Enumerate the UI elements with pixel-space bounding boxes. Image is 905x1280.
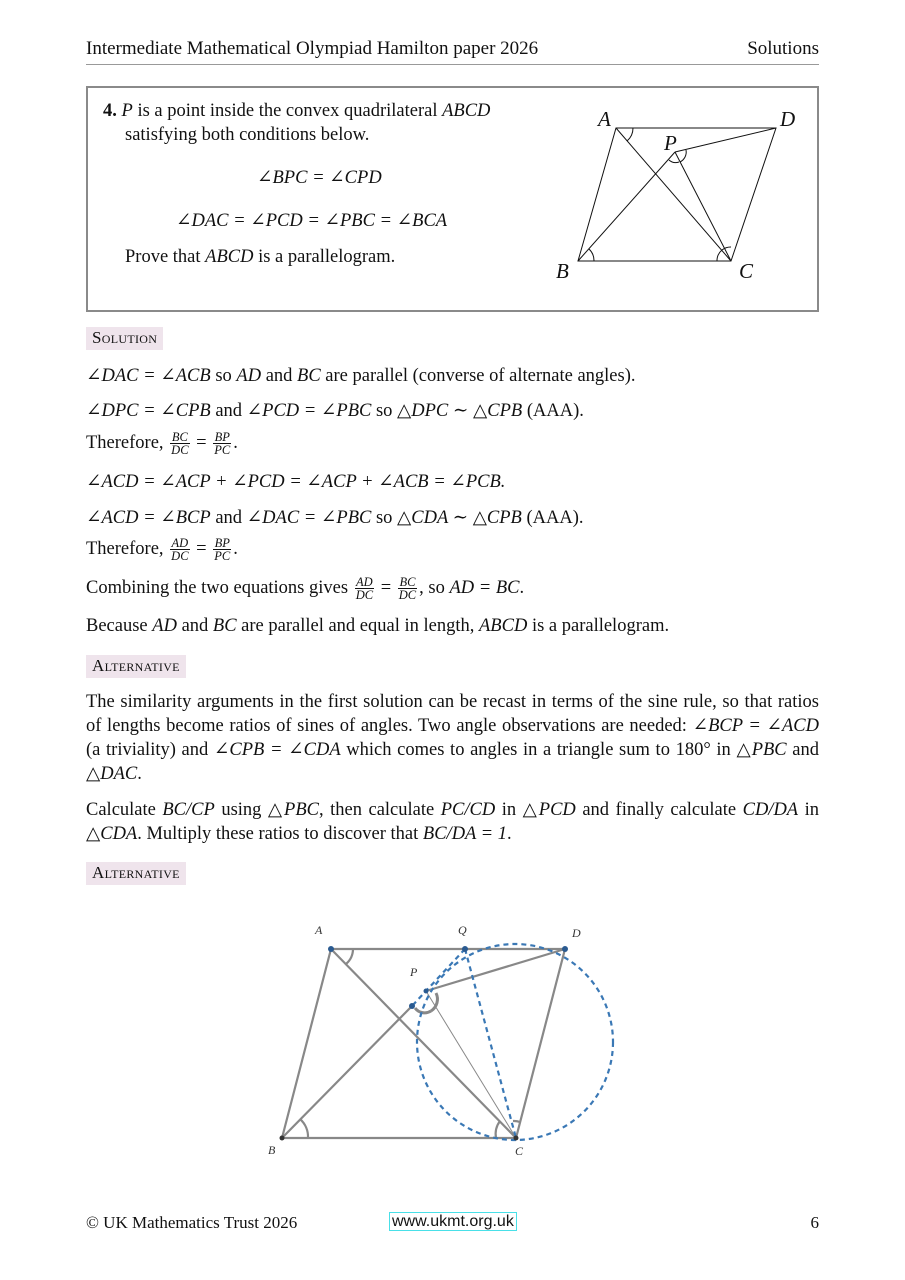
fraction <box>213 431 231 456</box>
problem-figure <box>550 100 810 290</box>
segment-pc <box>426 991 516 1138</box>
math: △DPC ∼ △CPB <box>397 401 523 421</box>
denominator: PC <box>214 443 231 457</box>
denominator: DC <box>171 549 189 563</box>
solution-line-6 <box>86 537 238 562</box>
math: ∠PCD = ∠PBC <box>246 401 372 421</box>
text: . <box>507 824 512 844</box>
label-q: Q <box>458 923 467 937</box>
math: AD <box>152 616 177 636</box>
segment-pd <box>675 128 776 152</box>
equals: = <box>196 432 207 453</box>
text: Therefore, <box>86 432 169 453</box>
text: Therefore, <box>86 538 169 559</box>
numerator: BP <box>214 536 230 550</box>
denominator: DC <box>355 588 374 602</box>
label-d: D <box>572 926 581 940</box>
problem-statement <box>103 99 533 123</box>
point-d <box>562 946 568 952</box>
equals: = <box>196 538 207 559</box>
footer-link[interactable]: www.ukmt.org.uk <box>389 1212 517 1231</box>
text: Combining the two equations gives <box>86 577 353 598</box>
label-c: C <box>739 259 754 283</box>
point-intersection <box>409 1003 415 1009</box>
angle-arc-p1 <box>415 1008 431 1013</box>
math-var: ABCD <box>205 247 254 267</box>
angle-arc-c2 <box>722 247 731 250</box>
label-p: P <box>410 965 418 979</box>
text: are parallel (converse of alternate angles). <box>320 366 636 386</box>
math: PC/CD <box>440 800 496 820</box>
math: ABCD <box>479 616 528 636</box>
math: BC <box>212 616 237 636</box>
label-b: B <box>556 259 569 283</box>
math: BC <box>297 366 321 386</box>
label-d: D <box>780 107 796 131</box>
text: . Multiply these ratios to discover that <box>137 824 423 844</box>
angle-arc-c2 <box>513 1121 520 1122</box>
text: and <box>210 401 247 421</box>
text: . <box>137 764 142 784</box>
point-a <box>328 946 334 952</box>
solution-line-2 <box>86 400 584 422</box>
label-a: A <box>598 107 611 131</box>
condition-2: ∠DAC = ∠PCD = ∠PBC = ∠BCA <box>176 211 448 231</box>
solution-heading: Solution <box>86 327 163 350</box>
angle-arc-b <box>300 1119 308 1138</box>
label-b: B <box>268 1143 276 1157</box>
angle-arc-a <box>627 128 633 141</box>
point-q <box>462 946 468 952</box>
label-p: P <box>664 131 677 155</box>
alternative-2-heading: Alternative <box>86 862 186 885</box>
text: and finally calculate <box>575 800 743 820</box>
problem-number: 4. <box>103 101 117 121</box>
text: , so <box>419 577 450 598</box>
text: The similarity arguments in the first solution can be recast in terms of the sine rule, so that ratios of lengths become ratios of sines of angles. Two angle observations are needed: <box>86 692 819 736</box>
quadrilateral-abcd <box>578 128 776 261</box>
math: ∠ACD = ∠BCP <box>86 508 211 528</box>
angle-arc-c1 <box>717 250 722 261</box>
header-rule <box>86 64 819 65</box>
dashed-segment-qc <box>465 949 516 1138</box>
text: is a parallelogram. <box>527 616 670 636</box>
alternative-figure <box>260 915 640 1165</box>
diagonal-ac <box>331 949 516 1138</box>
condition-1: ∠BPC = ∠CPD <box>257 168 382 188</box>
text: (a triviality) and <box>86 740 214 760</box>
denominator: DC <box>171 443 189 457</box>
text: and <box>786 740 820 760</box>
fraction <box>170 537 189 562</box>
fraction <box>170 431 189 456</box>
header-title: Intermediate Mathematical Olympiad Hamilton paper 2026 <box>86 38 539 59</box>
text: . <box>519 577 525 598</box>
denominator: PC <box>214 549 231 563</box>
text: Calculate <box>86 800 163 820</box>
numerator: BC <box>171 430 188 444</box>
math: ∠BCP = ∠ACD <box>692 716 820 736</box>
text: are parallel and equal in length, <box>236 616 479 636</box>
text: , then calculate <box>318 800 441 820</box>
problem-line2: satisfying both conditions below. <box>125 125 370 145</box>
math: △PBC <box>267 800 319 820</box>
math: ∠DAC = ∠PBC <box>246 508 372 528</box>
angle-arc-b <box>589 249 594 261</box>
text: and <box>176 616 213 636</box>
point-b <box>280 1136 285 1141</box>
numerator: BC <box>399 575 416 589</box>
numerator: AD <box>356 575 373 589</box>
text: so <box>210 366 237 386</box>
math: BC/CP <box>162 800 215 820</box>
denominator: DC <box>398 588 417 602</box>
text: in <box>495 800 523 820</box>
text: Prove that <box>125 247 206 267</box>
footer-copyright: © UK Mathematics Trust 2026 <box>86 1213 298 1232</box>
solution-line-3 <box>86 431 238 456</box>
math: CD/DA <box>742 800 799 820</box>
numerator: BP <box>214 430 230 444</box>
label-c: C <box>515 1144 524 1158</box>
segment-bp <box>578 152 675 261</box>
text: (AAA). <box>521 508 584 528</box>
text: Because <box>86 616 153 636</box>
solution-line-7 <box>86 576 524 601</box>
fraction <box>355 576 374 601</box>
text: . <box>233 432 238 453</box>
math: ∠CPB = ∠CDA <box>213 740 341 760</box>
text: and <box>261 366 298 386</box>
math: BC/DA = 1 <box>422 824 508 844</box>
text: . <box>233 538 238 559</box>
solution-line-5 <box>86 507 584 529</box>
point-c <box>514 1136 519 1141</box>
text: in <box>798 800 820 820</box>
alternative-1-heading: Alternative <box>86 655 186 678</box>
math: AD <box>236 366 262 386</box>
solution-line-8 <box>86 616 669 637</box>
text: is a parallelogram. <box>253 247 396 267</box>
math: △CDA <box>86 824 138 844</box>
angle-arc-p1 <box>669 160 679 163</box>
text: which comes to angles in a triangle sum to 180° in <box>340 740 737 760</box>
solution-line-1 <box>86 365 636 387</box>
text: and <box>210 508 247 528</box>
math-var: ABCD <box>442 101 491 121</box>
math: AD = BC <box>449 577 520 598</box>
angle-arc-a <box>346 949 353 964</box>
math: △PCD <box>522 800 576 820</box>
math: △CDA ∼ △CPB <box>397 508 522 528</box>
page-number: 6 <box>810 1213 819 1232</box>
fraction <box>398 576 417 601</box>
header-section: Solutions <box>747 38 819 59</box>
math-var: P <box>121 101 133 121</box>
prove-line <box>125 245 395 269</box>
angle-arc-c <box>496 1121 500 1138</box>
point-p <box>424 989 429 994</box>
equals: = <box>380 577 392 598</box>
text: is a point inside the convex quadrilateral <box>132 101 443 121</box>
math: △DAC <box>86 764 138 784</box>
math: △PBC <box>736 740 787 760</box>
text: so <box>371 401 398 421</box>
math: ∠DPC = ∠CPB <box>86 401 211 421</box>
math: ∠DAC = ∠ACB <box>86 366 211 386</box>
segment-bp <box>282 1006 412 1138</box>
text: so <box>371 508 398 528</box>
dashed-circle <box>417 944 613 1140</box>
text: (AAA). <box>522 401 584 421</box>
text: using <box>214 800 268 820</box>
alternative-1-paragraph-2 <box>86 798 819 846</box>
label-a: A <box>315 923 323 937</box>
numerator: AD <box>171 536 189 550</box>
angle-arc-p2 <box>680 150 686 162</box>
fraction <box>213 537 231 562</box>
alternative-1-paragraph-1 <box>86 690 819 786</box>
solution-line-4: ∠ACD = ∠ACP + ∠PCD = ∠ACP + ∠ACB = ∠PCB. <box>86 472 506 492</box>
